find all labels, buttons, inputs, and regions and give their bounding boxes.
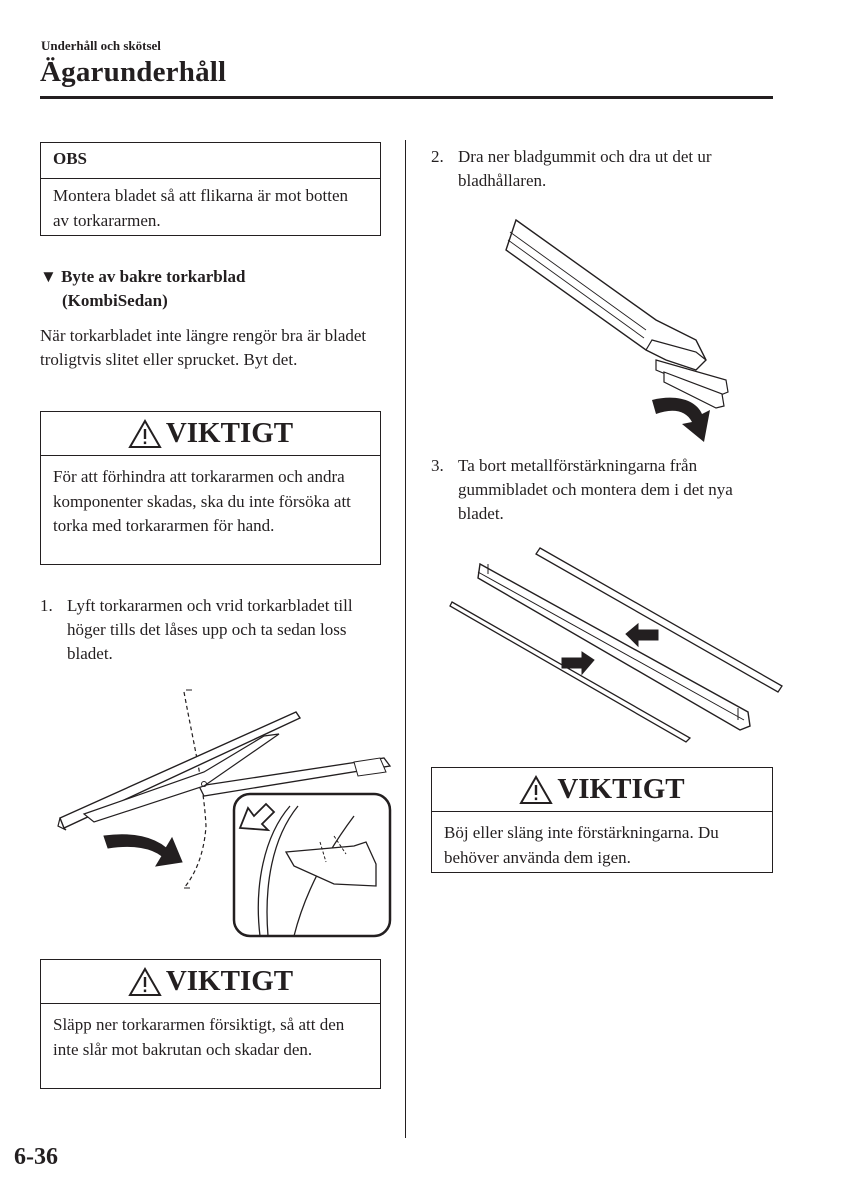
step-number: 1. [40, 596, 53, 615]
warning-heading [41, 412, 380, 456]
warning-triangle-icon [519, 775, 553, 805]
step-1 [40, 594, 385, 666]
warning-body: Böj eller släng inte förstärkningarna. Du behöver använda dem igen. [444, 823, 719, 867]
step-text: Ta bort metallförstärkningarna från gummibladet och montera dem i det nya bladet. [458, 456, 733, 523]
page-title: Ägarunderhåll [40, 56, 227, 88]
step-text: Lyft torkararmen och vrid torkarbladet till höger tills det låses upp och ta sedan loss bladet. [67, 596, 353, 663]
obs-note-box [40, 142, 381, 236]
step-text: Dra ner bladgummit och dra ut det ur bladhållaren. [458, 147, 712, 190]
step-3 [431, 454, 776, 526]
section-heading-line1: Byte av bakre torkarblad [61, 267, 246, 286]
step-2 [431, 145, 776, 193]
step-number: 3. [431, 456, 444, 475]
reinforcement-strips-illustration [448, 544, 788, 744]
page-number: 6-36 [14, 1144, 58, 1170]
warning-heading [41, 960, 380, 1004]
section-heading-line2: (KombiSedan) [62, 291, 168, 310]
warning-box [431, 767, 773, 873]
section-heading [40, 265, 380, 313]
warning-title: VIKTIGT [165, 965, 294, 997]
obs-body: Montera bladet så att flikarna är mot botten av torkararmen. [53, 186, 349, 230]
warning-title: VIKTIGT [557, 773, 685, 805]
blade-rubber-illustration [496, 210, 736, 446]
warning-triangle-icon [128, 419, 162, 449]
warning-box [40, 959, 381, 1089]
intro-text: När torkarbladet inte längre rengör bra är bladet troligtvis slitet eller sprucket. Byt det. [40, 326, 367, 369]
warning-body: För att förhindra att torkararmen och andra komponenter skadas, ska du inte försöka att torka med torkararmen för hand. [53, 467, 351, 535]
step-number: 2. [431, 147, 444, 166]
obs-heading: OBS [41, 143, 380, 179]
warning-body: Släpp ner torkararmen försiktigt, så att den inte slår mot bakrutan och skadar den. [53, 1015, 345, 1059]
triangle-marker: ▼ [40, 267, 57, 286]
title-rule [40, 96, 773, 99]
section-label: Underhåll och skötsel [41, 38, 161, 53]
warning-heading [432, 768, 772, 812]
warning-title: VIKTIGT [165, 417, 294, 449]
warning-triangle-icon [128, 967, 162, 997]
column-divider [405, 140, 406, 1138]
wiper-removal-illustration [54, 686, 394, 938]
warning-box [40, 411, 381, 565]
